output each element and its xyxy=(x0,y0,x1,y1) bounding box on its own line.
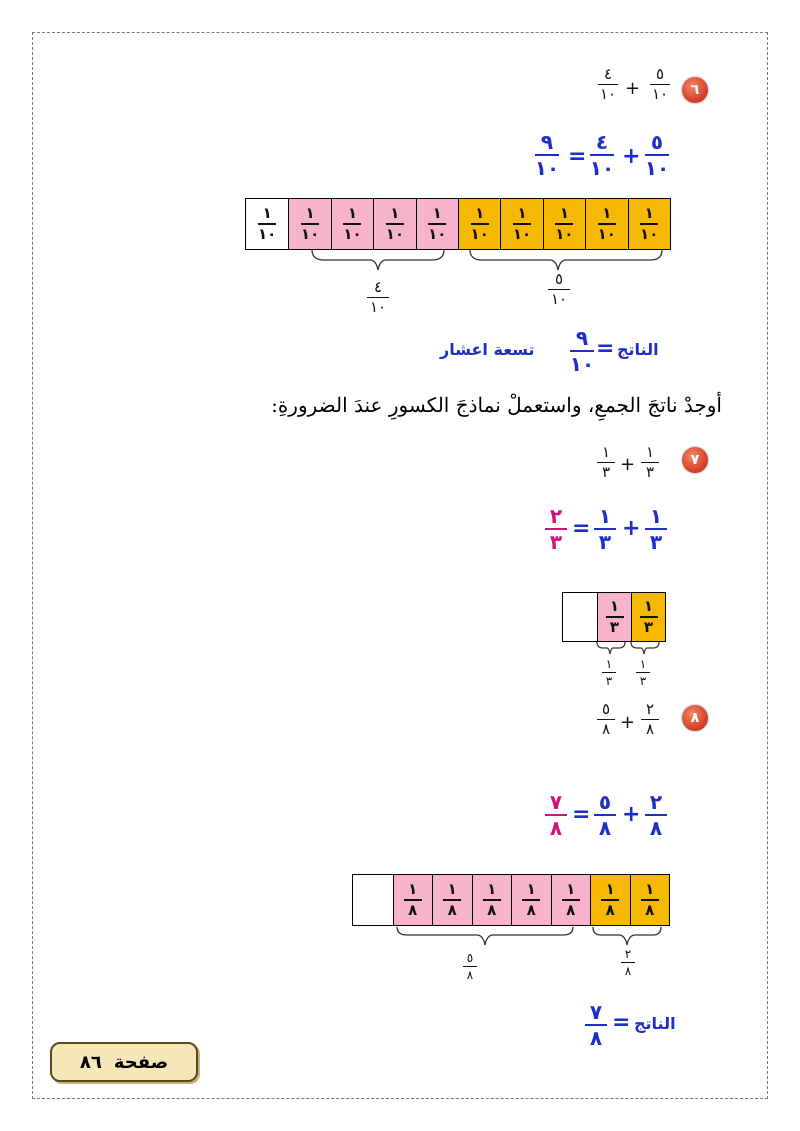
brace-yellow xyxy=(470,250,662,270)
fraction: ٥ ٨ xyxy=(597,702,615,737)
unit-fraction: $\frac{١}{١٠}$ xyxy=(300,204,320,243)
result-label: الناتج xyxy=(617,340,659,359)
brace-label-fraction: ٢ ٨ xyxy=(621,948,635,977)
fraction: ٥ ١٠ xyxy=(651,65,669,103)
unit-fraction: $\frac{١}{١٠}$ xyxy=(470,204,489,243)
unit-fraction: $\frac{١}{٣}$ xyxy=(640,599,658,635)
strip-cell-yellow xyxy=(458,199,500,249)
strip-cell-pink xyxy=(288,199,330,249)
strip-cell-pink xyxy=(597,593,631,641)
answer-fraction: ٢ ٨ xyxy=(645,792,667,838)
problem-8-badge xyxy=(682,705,708,731)
result-fraction: ٧ ٨ xyxy=(585,1002,607,1048)
unit-fraction: $\frac{١}{٨}$ xyxy=(522,882,540,918)
result-fraction: ٩ ١٠ xyxy=(569,326,595,376)
brace-label-fraction: ٥ ١٠ xyxy=(548,272,570,307)
strip-cell-yellow xyxy=(590,875,630,925)
answer-result-fraction: ٩ ١٠ xyxy=(534,130,560,180)
equals-sign: = xyxy=(572,516,591,541)
braces xyxy=(310,248,670,278)
strip-cell-pink xyxy=(511,875,551,925)
strip-cell-pink xyxy=(472,875,512,925)
fraction-strip-eighths xyxy=(352,874,670,926)
answer-fraction: ١ ٣ xyxy=(594,506,616,552)
brace-yellow xyxy=(631,642,659,654)
result-label: الناتج xyxy=(634,1014,676,1033)
problem-6-badge xyxy=(682,77,708,103)
fraction: ١ ٣ xyxy=(597,445,615,480)
brace-label-fraction: ٤ ١٠ xyxy=(367,280,389,315)
unit-fraction: $\frac{١}{٨}$ xyxy=(562,882,580,918)
equals-sign: = xyxy=(596,336,615,361)
brace-pink xyxy=(397,927,573,945)
strip-cell-yellow xyxy=(500,199,542,249)
strip-cell-white xyxy=(563,593,597,641)
page-number-box xyxy=(50,1042,198,1082)
unit-fraction: $\frac{١}{١٠}$ xyxy=(385,204,405,243)
unit-fraction: $\frac{١}{١٠}$ xyxy=(343,204,362,243)
answer-fraction: ٥ ٨ xyxy=(594,792,616,838)
brace-label-fraction: ٥ ٨ xyxy=(463,952,477,981)
unit-fraction: $\frac{١}{٣}$ xyxy=(606,599,624,635)
unit-fraction: $\frac{١}{١٠}$ xyxy=(512,204,532,243)
strip-cell-pink xyxy=(416,199,458,249)
page-word: صفحة xyxy=(113,1051,169,1073)
plus-sign: + xyxy=(622,516,641,541)
plus-sign: + xyxy=(625,78,641,99)
answer-result-fraction: ٧ ٨ xyxy=(545,792,567,838)
unit-fraction: $\frac{١}{٨}$ xyxy=(404,882,422,918)
strip-cell-yellow xyxy=(543,199,585,249)
answer-result-fraction: ٢ ٣ xyxy=(545,506,567,552)
brace-label-fraction: ١ ٣ xyxy=(636,658,650,687)
strip-cell-pink xyxy=(331,199,373,249)
equals-sign: = xyxy=(572,802,591,827)
strip-cell-yellow xyxy=(628,199,670,249)
unit-fraction: $\frac{١}{٨}$ xyxy=(601,882,619,918)
brace-yellow xyxy=(593,927,661,945)
plus-sign: + xyxy=(620,454,636,475)
brace-pink xyxy=(312,250,444,270)
page-number: ٨٦ xyxy=(79,1051,102,1073)
answer-fraction: ٤ ١٠ xyxy=(589,130,615,180)
strip-cell-pink xyxy=(393,875,433,925)
answer-fraction: ٥ ١٠ xyxy=(644,130,670,180)
equals-sign: = xyxy=(612,1010,631,1035)
problem-number: ٧ xyxy=(690,452,700,468)
unit-fraction: $\frac{١}{١٠}$ xyxy=(555,204,574,243)
strip-cell-pink xyxy=(373,199,415,249)
equals-sign: = xyxy=(568,144,587,169)
unit-fraction: $\frac{١}{١٠}$ xyxy=(640,204,659,243)
brace-label-fraction: ١ ٣ xyxy=(602,658,616,687)
brace-pink xyxy=(597,642,625,654)
problem-number: ٨ xyxy=(690,710,700,726)
plus-sign: + xyxy=(620,712,636,733)
strip-cell-pink xyxy=(432,875,472,925)
plus-sign: + xyxy=(622,144,641,169)
fraction-strip-thirds xyxy=(562,592,666,642)
unit-fraction: $\frac{١}{٨}$ xyxy=(641,882,659,918)
fraction: ٤ ١٠ xyxy=(599,65,617,103)
strip-cell-yellow xyxy=(585,199,627,249)
fraction: ١ ٣ xyxy=(641,445,659,480)
strip-cell-yellow xyxy=(630,875,670,925)
answer-fraction: ١ ٣ xyxy=(645,506,667,552)
problem-number: ٦ xyxy=(690,82,700,98)
strip-cell-white xyxy=(353,875,393,925)
strip-cell-white xyxy=(246,199,288,249)
unit-fraction: $\frac{١}{١٠}$ xyxy=(428,204,447,243)
unit-fraction: $\frac{١}{٨}$ xyxy=(443,882,461,918)
unit-fraction: $\frac{١}{١٠}$ xyxy=(258,204,277,243)
strip-cell-yellow xyxy=(631,593,665,641)
fraction-strip-tenths xyxy=(245,198,671,250)
result-words: تسعة اعشار xyxy=(440,340,535,359)
strip-cell-pink xyxy=(551,875,591,925)
fraction: ٢ ٨ xyxy=(641,702,659,737)
instruction-text: أوجدْ ناتجَ الجمعِ، واستعملْ نماذجَ الكسورِ عندَ الضرورةِ: xyxy=(271,393,722,417)
unit-fraction: $\frac{١}{٨}$ xyxy=(483,882,501,918)
problem-7-badge xyxy=(682,447,708,473)
unit-fraction: $\frac{١}{١٠}$ xyxy=(597,204,616,243)
plus-sign: + xyxy=(622,802,641,827)
